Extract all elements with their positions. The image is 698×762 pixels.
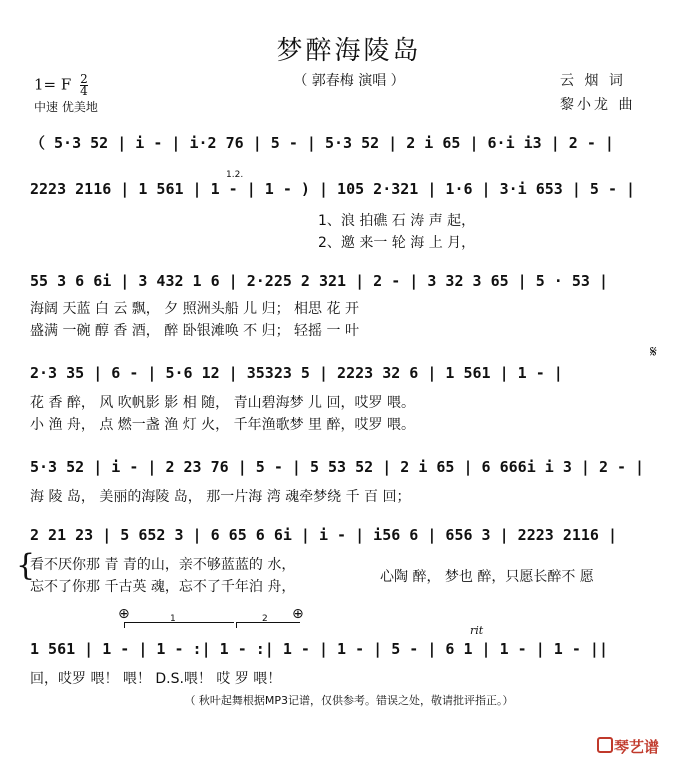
site-logo[interactable]: 琴艺谱 (614, 738, 660, 756)
lyric-row-4-verse-2: 小 渔 舟， 点 燃一盏 渔 灯 火， 千年渔歌梦 里 醉，哎罗 喂。 (30, 417, 415, 433)
lyric-row-4-verse-1: 花 香 醉， 风 吹帆影 影 相 随， 青山碧海梦 儿 回，哎罗 喂。 (30, 395, 415, 411)
time-signature (80, 74, 88, 97)
volta-bracket-2 (236, 622, 300, 628)
score-row-2: 2223 2116 | 1 561 | 1 - | 1 - ) | 105 2·321 | 1·6 | 3·i 653 | 5 - | (30, 180, 636, 198)
volta-bracket-1 (124, 622, 234, 628)
score-row-4: 2·3 35 | 6 - | 5·6 12 | 35323 5 | 2223 32 6 | 1 561 | 1 - | (30, 364, 563, 382)
score-row-1: （ 5·3 52 | i - | i·2 76 | 5 - | 5·3 52 | 2 i 65 | 6·i i3 | 2 - | (30, 134, 614, 152)
volta-1-label: 1 (170, 614, 176, 624)
lyricist-credit: 云 烟 词 (560, 73, 626, 89)
ritardando-marking: rit (470, 624, 484, 637)
segno-symbol: 𝄋 (650, 342, 657, 361)
tempo-marking: 中速 优美地 (34, 100, 98, 114)
lyric-row-6-refrain: 心陶 醉， 梦也 醉，只愿长醉不 愿 (380, 569, 594, 585)
lyric-row-5-verse-1: 海 陵 岛， 美丽的海陵 岛， 那一片海 湾 魂牵梦绕 千 百 回； (30, 489, 411, 505)
lyric-row-6-verse-2: 忘不了你那 千古英 魂，忘不了千年泊 舟， (30, 579, 296, 595)
lyric-row-2-verse-2: 2、邀 来一 轮 海 上 月， (318, 235, 476, 251)
volta-2-label: 2 (262, 614, 268, 624)
lyric-row-7: 回，哎罗 喂！ 喂！ D.S.喂！ 哎 罗 喂！ (30, 671, 282, 687)
lyric-row-2-verse-1: 1、浪 拍礁 石 涛 声 起， (318, 213, 476, 229)
coda-symbol: ⊕ (118, 606, 130, 622)
key-signature (34, 74, 88, 97)
score-row-7: 1 561 | 1 - | 1 - :| 1 - :| 1 - | 1 - | 5 - | 6 1 | 1 - | 1 - || (30, 640, 608, 658)
lyric-row-3-verse-1: 海阔 天蓝 白 云 飘， 夕 照洲头船 儿 归； 相思 花 开 (30, 301, 359, 317)
song-title: 梦醉海陵岛 (276, 36, 422, 66)
score-row-3: 55 3 6 6i | 3 432 1 6 | 2·225 2 321 | 2 - | 3 32 3 65 | 5 · 53 | (30, 272, 608, 290)
lyric-row-3-verse-2: 盛满 一碗 醇 香 酒， 醉 卧银滩唤 不 归； 轻摇 一 叶 (30, 323, 359, 339)
time-bottom: 4 (80, 84, 88, 98)
coda-symbol-2: ⊕ (292, 606, 304, 622)
composer-credit: 黎小龙 曲 (560, 97, 636, 113)
score-row-6: 2 21 23 | 5 652 3 | 6 65 6 6i | i - | i56 6 | 656 3 | 2223 2116 | (30, 526, 617, 544)
singer-credit: （ 郭春梅 演唱 ） (293, 73, 405, 89)
volta-mark: 1.2. (226, 170, 244, 180)
key-label: 1= F (34, 75, 72, 94)
verse-bracket: { (16, 548, 36, 583)
score-row-5: 5·3 52 | i - | 2 23 76 | 5 - | 5 53 52 | 2 i 65 | 6 666i i 3 | 2 - | (30, 458, 645, 476)
time-top: 2 (80, 72, 88, 86)
lyric-row-6-verse-1: 看不厌你那 青 青的山，亲不够蓝蓝的 水， (30, 557, 296, 573)
logo-icon (597, 737, 613, 753)
transcription-note: （ 秋叶起舞根据MP3记谱，仅供参考。错误之处，敬请批评指正。） (184, 694, 514, 707)
